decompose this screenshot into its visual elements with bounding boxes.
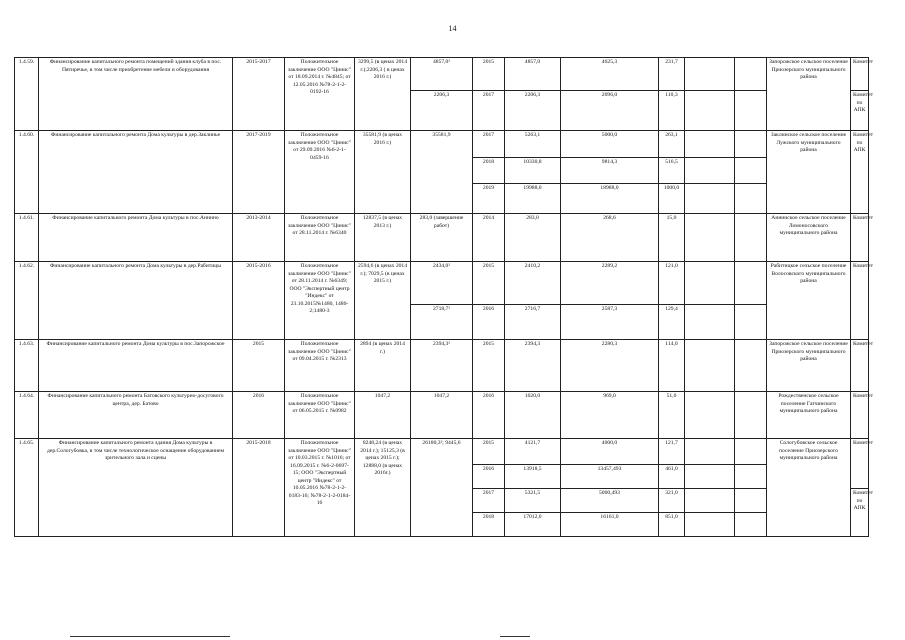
- total-cell: 13918,5: [505, 465, 561, 489]
- year-cell: 2015: [473, 58, 505, 91]
- regional-cell: 18988,0: [561, 184, 659, 214]
- local-cell: 129,4: [659, 305, 685, 340]
- blank-cell: [685, 439, 735, 465]
- remaining-cost: 283,0 (завершение работ): [411, 214, 473, 262]
- program-table: [14, 57, 874, 537]
- expert-conclusion: Положительное заключение ООО "Цинис" от 06.05.2015 г. №0982: [285, 392, 355, 439]
- regional-cell: 2096,0: [561, 91, 659, 131]
- total-cell: 10330,8: [505, 158, 561, 184]
- blank-cell: [735, 305, 767, 340]
- estimate-cost: 2594,6 (в ценах 2014 г.); 7029,5 (в ценах 2015 г.): [355, 262, 411, 340]
- remaining-cost: 1047,2: [411, 392, 473, 439]
- row-number: 1.4.64.: [15, 392, 39, 439]
- blank-cell: [735, 91, 767, 131]
- table-row: [15, 392, 869, 439]
- year-cell: 2018: [473, 158, 505, 184]
- expert-conclusion: Положительное заключение ООО "Цинис" от 18.09.2014 г. №4845; от 12.05.2016 №78-2-1-2-0192-16: [285, 58, 355, 131]
- blank-cell: [685, 91, 735, 131]
- row-number: 1.4.62.: [15, 262, 39, 340]
- blank-cell: [685, 305, 735, 340]
- blank-cell: [735, 214, 767, 262]
- estimate-cost: 12837,5 (в ценах 2013 г.): [355, 214, 411, 262]
- regional-cell: 2280,3: [561, 340, 659, 392]
- local-cell: 461,0: [659, 465, 685, 489]
- total-cell: 2206,3: [505, 91, 561, 131]
- recipient: Сологубовское сельское поселение Приозерского муниципального района: [767, 439, 851, 537]
- blank-cell: [735, 184, 767, 214]
- total-cell: 283,0: [505, 214, 561, 262]
- blank-cell: [735, 158, 767, 184]
- expert-conclusion: Положительное заключение ООО "Цинис" от 28.11.2014 г. №6349; ООО "Экспертный центр "Индекс" от 23.10.2015№1480, 1480-2;1480-3: [285, 262, 355, 340]
- total-cell: 2716,7: [505, 305, 561, 340]
- page-number: 14: [448, 24, 457, 33]
- total-cell: 2410,2: [505, 262, 561, 305]
- regional-cell: 9814,3: [561, 158, 659, 184]
- year-cell: 2016: [473, 465, 505, 489]
- year-cell: 2015: [473, 439, 505, 465]
- remaining-cost: 26180,3²; 9445,6: [411, 439, 473, 537]
- blank-cell: [685, 58, 735, 91]
- object-name: Финансирование капитального ремонта здания Дома культуры в дер.Сологубовка, в том числе технологическое оснащение оборудованием зрительного зала и сцены: [39, 439, 233, 537]
- local-cell: 121,7: [659, 439, 685, 465]
- year-cell: 2016: [473, 392, 505, 439]
- remaining-cost: 2206,3: [411, 91, 473, 131]
- total-cell: 2394,3: [505, 340, 561, 392]
- regional-cell: 5000,0: [561, 131, 659, 158]
- local-cell: 121,0: [659, 262, 685, 305]
- local-cell: 516,5: [659, 158, 685, 184]
- row-number: 1.4.65.: [15, 439, 39, 537]
- remaining-cost: 35581,9: [411, 131, 473, 214]
- local-cell: 321,0: [659, 489, 685, 513]
- committee: Комитет: [851, 340, 869, 392]
- local-cell: 51,0: [659, 392, 685, 439]
- regional-cell: 969,0: [561, 392, 659, 439]
- table-row: [15, 214, 869, 262]
- blank-cell: [735, 392, 767, 439]
- local-cell: 110,3: [659, 91, 685, 131]
- local-cell: 114,0: [659, 340, 685, 392]
- estimate-cost: 8248,24 (в ценах 2014 г.); 15125,3 (в ценах 2015 г.); 12888,0 (в ценах 2016г.): [355, 439, 411, 537]
- regional-cell: 13457,493: [561, 465, 659, 489]
- year-cell: 2016: [473, 305, 505, 340]
- year-cell: 2015: [473, 340, 505, 392]
- object-name: Финансирование капитального ремонта Дома культуры в дер.Рабитицы: [39, 262, 233, 340]
- remaining-cost: 2394,3²: [411, 340, 473, 392]
- remaining-cost: 2718,7²: [411, 305, 473, 340]
- regional-cell: 4625,3: [561, 58, 659, 91]
- year-cell: 2017: [473, 131, 505, 158]
- year-cell: 2018: [473, 513, 505, 537]
- regional-cell: 2587,3: [561, 305, 659, 340]
- year-cell: 2017: [473, 91, 505, 131]
- year-cell: 2014: [473, 214, 505, 262]
- total-cell: 4857,0: [505, 58, 561, 91]
- blank-cell: [735, 131, 767, 158]
- row-number: 1.4.61.: [15, 214, 39, 262]
- blank-cell: [685, 184, 735, 214]
- recipient: Рабитицкое сельское поселение Волосовского муниципального района: [767, 262, 851, 340]
- blank-cell: [685, 262, 735, 305]
- total-cell: 5263,1: [505, 131, 561, 158]
- table-row: [15, 340, 869, 392]
- local-cell: 263,1: [659, 131, 685, 158]
- expert-conclusion: Положительное заключение ООО "Цинис" от 29.09.2016 №6-2-1-0459-16: [285, 131, 355, 214]
- total-cell: 17012,0: [505, 513, 561, 537]
- regional-cell: 2289,2: [561, 262, 659, 305]
- table-row: [15, 58, 869, 91]
- committee: Комитет: [851, 214, 869, 262]
- object-name: Финансирование капитального ремонта Батовского культурно-досугового центра, дер. Батово: [39, 392, 233, 439]
- total-cell: 4121,7: [505, 439, 561, 465]
- blank-cell: [735, 439, 767, 465]
- expert-conclusion: Положительное заключение ООО "Цинис" от 09.04.2015 г. №2313: [285, 340, 355, 392]
- local-cell: 851,0: [659, 513, 685, 537]
- blank-cell: [735, 489, 767, 513]
- year-cell: 2019: [473, 184, 505, 214]
- committee: Комитет по АПК: [851, 131, 869, 214]
- local-cell: 1000,0: [659, 184, 685, 214]
- period: 2015-2017: [233, 58, 285, 131]
- local-cell: 15,0: [659, 214, 685, 262]
- blank-cell: [685, 513, 735, 537]
- total-cell: 5321,5: [505, 489, 561, 513]
- object-name: Финансирование капитального ремонта Дома культуры в пос.Аннино: [39, 214, 233, 262]
- local-cell: 231,7: [659, 58, 685, 91]
- row-number: 1.4.59.: [15, 58, 39, 131]
- total-cell: 1020,0: [505, 392, 561, 439]
- year-cell: 2017: [473, 489, 505, 513]
- recipient: Запорожское сельское поселение Приозерского муниципального района: [767, 58, 851, 131]
- estimate-cost: 35581,9 (в ценах 2016 г.): [355, 131, 411, 214]
- row-number: 1.4.63.: [15, 340, 39, 392]
- regional-cell: 5000,493: [561, 489, 659, 513]
- remaining-cost: 2434,0²: [411, 262, 473, 305]
- total-cell: 19988,0: [505, 184, 561, 214]
- object-name: Финансирование капитального ремонта помещений здания клуба в пос. Пятиречье, в том числе приобретение мебели и оборудования: [39, 58, 233, 131]
- regional-cell: 4000,0: [561, 439, 659, 465]
- blank-cell: [685, 214, 735, 262]
- blank-cell: [685, 131, 735, 158]
- blank-cell: [735, 262, 767, 305]
- blank-cell: [685, 158, 735, 184]
- blank-cell: [685, 489, 735, 513]
- committee: Комитет: [851, 439, 869, 489]
- remaining-cost: 4857,0²: [411, 58, 473, 91]
- recipient: Аннинское сельское поселение Ломоносовского муниципального района: [767, 214, 851, 262]
- estimate-cost: 1047,2: [355, 392, 411, 439]
- blank-cell: [685, 340, 735, 392]
- year-cell: 2015: [473, 262, 505, 305]
- blank-cell: [735, 465, 767, 489]
- blank-cell: [735, 58, 767, 91]
- committee: Комитет: [851, 392, 869, 439]
- committee: Комитет: [851, 58, 869, 91]
- regional-cell: 16161,0: [561, 513, 659, 537]
- table-row: [15, 262, 869, 305]
- recipient: Заклинское сельское поселение Лужского муниципального района: [767, 131, 851, 214]
- committee: Комитет по АПК: [851, 489, 869, 537]
- expert-conclusion: Положительное заключение ООО "Цинис" от 28.11.2014 г. №6340: [285, 214, 355, 262]
- recipient: Запорожское сельское поселение Приозерского муниципального района: [767, 340, 851, 392]
- object-name: Финансирование капитального ремонта Дома культуры в пос.Запорожское: [39, 340, 233, 392]
- blank-cell: [685, 392, 735, 439]
- period: 2016: [233, 392, 285, 439]
- expert-conclusion: Положительное заключение ООО "Цинис" от 10.03.2015 г. №1016; от 16.09.2015 г. №6-2-0697-15; ООО "Экспертный центр "Индекс" от 10.05.2016 №78-2-1-2-0183-16; №78-2-1-2-0184-16: [285, 439, 355, 537]
- page-cut-line: [70, 636, 230, 637]
- recipient: Рождественское сельское поселение Гатчинского муниципального района: [767, 392, 851, 439]
- table-row: [15, 439, 869, 465]
- period: 2015-2018: [233, 439, 285, 537]
- committee: Комитет: [851, 262, 869, 340]
- page-cut-line: [500, 636, 530, 637]
- table-row: [15, 131, 869, 158]
- period: 2013-2014: [233, 214, 285, 262]
- regional-cell: 268,6: [561, 214, 659, 262]
- blank-cell: [685, 465, 735, 489]
- committee: Комитет по АПК: [851, 91, 869, 131]
- estimate-cost: 3299,5 (в ценах 2014 г.);2206,3 ( в ценах 2016 г.): [355, 58, 411, 131]
- row-number: 1.4.60.: [15, 131, 39, 214]
- period: 2015-2016: [233, 262, 285, 340]
- blank-cell: [735, 340, 767, 392]
- estimate-cost: 2894 (в ценах 2014 г.): [355, 340, 411, 392]
- period: 2017-2019: [233, 131, 285, 214]
- object-name: Финансирование капитального ремонта Дома культуры в дер.Заклинье: [39, 131, 233, 214]
- blank-cell: [735, 513, 767, 537]
- period: 2015: [233, 340, 285, 392]
